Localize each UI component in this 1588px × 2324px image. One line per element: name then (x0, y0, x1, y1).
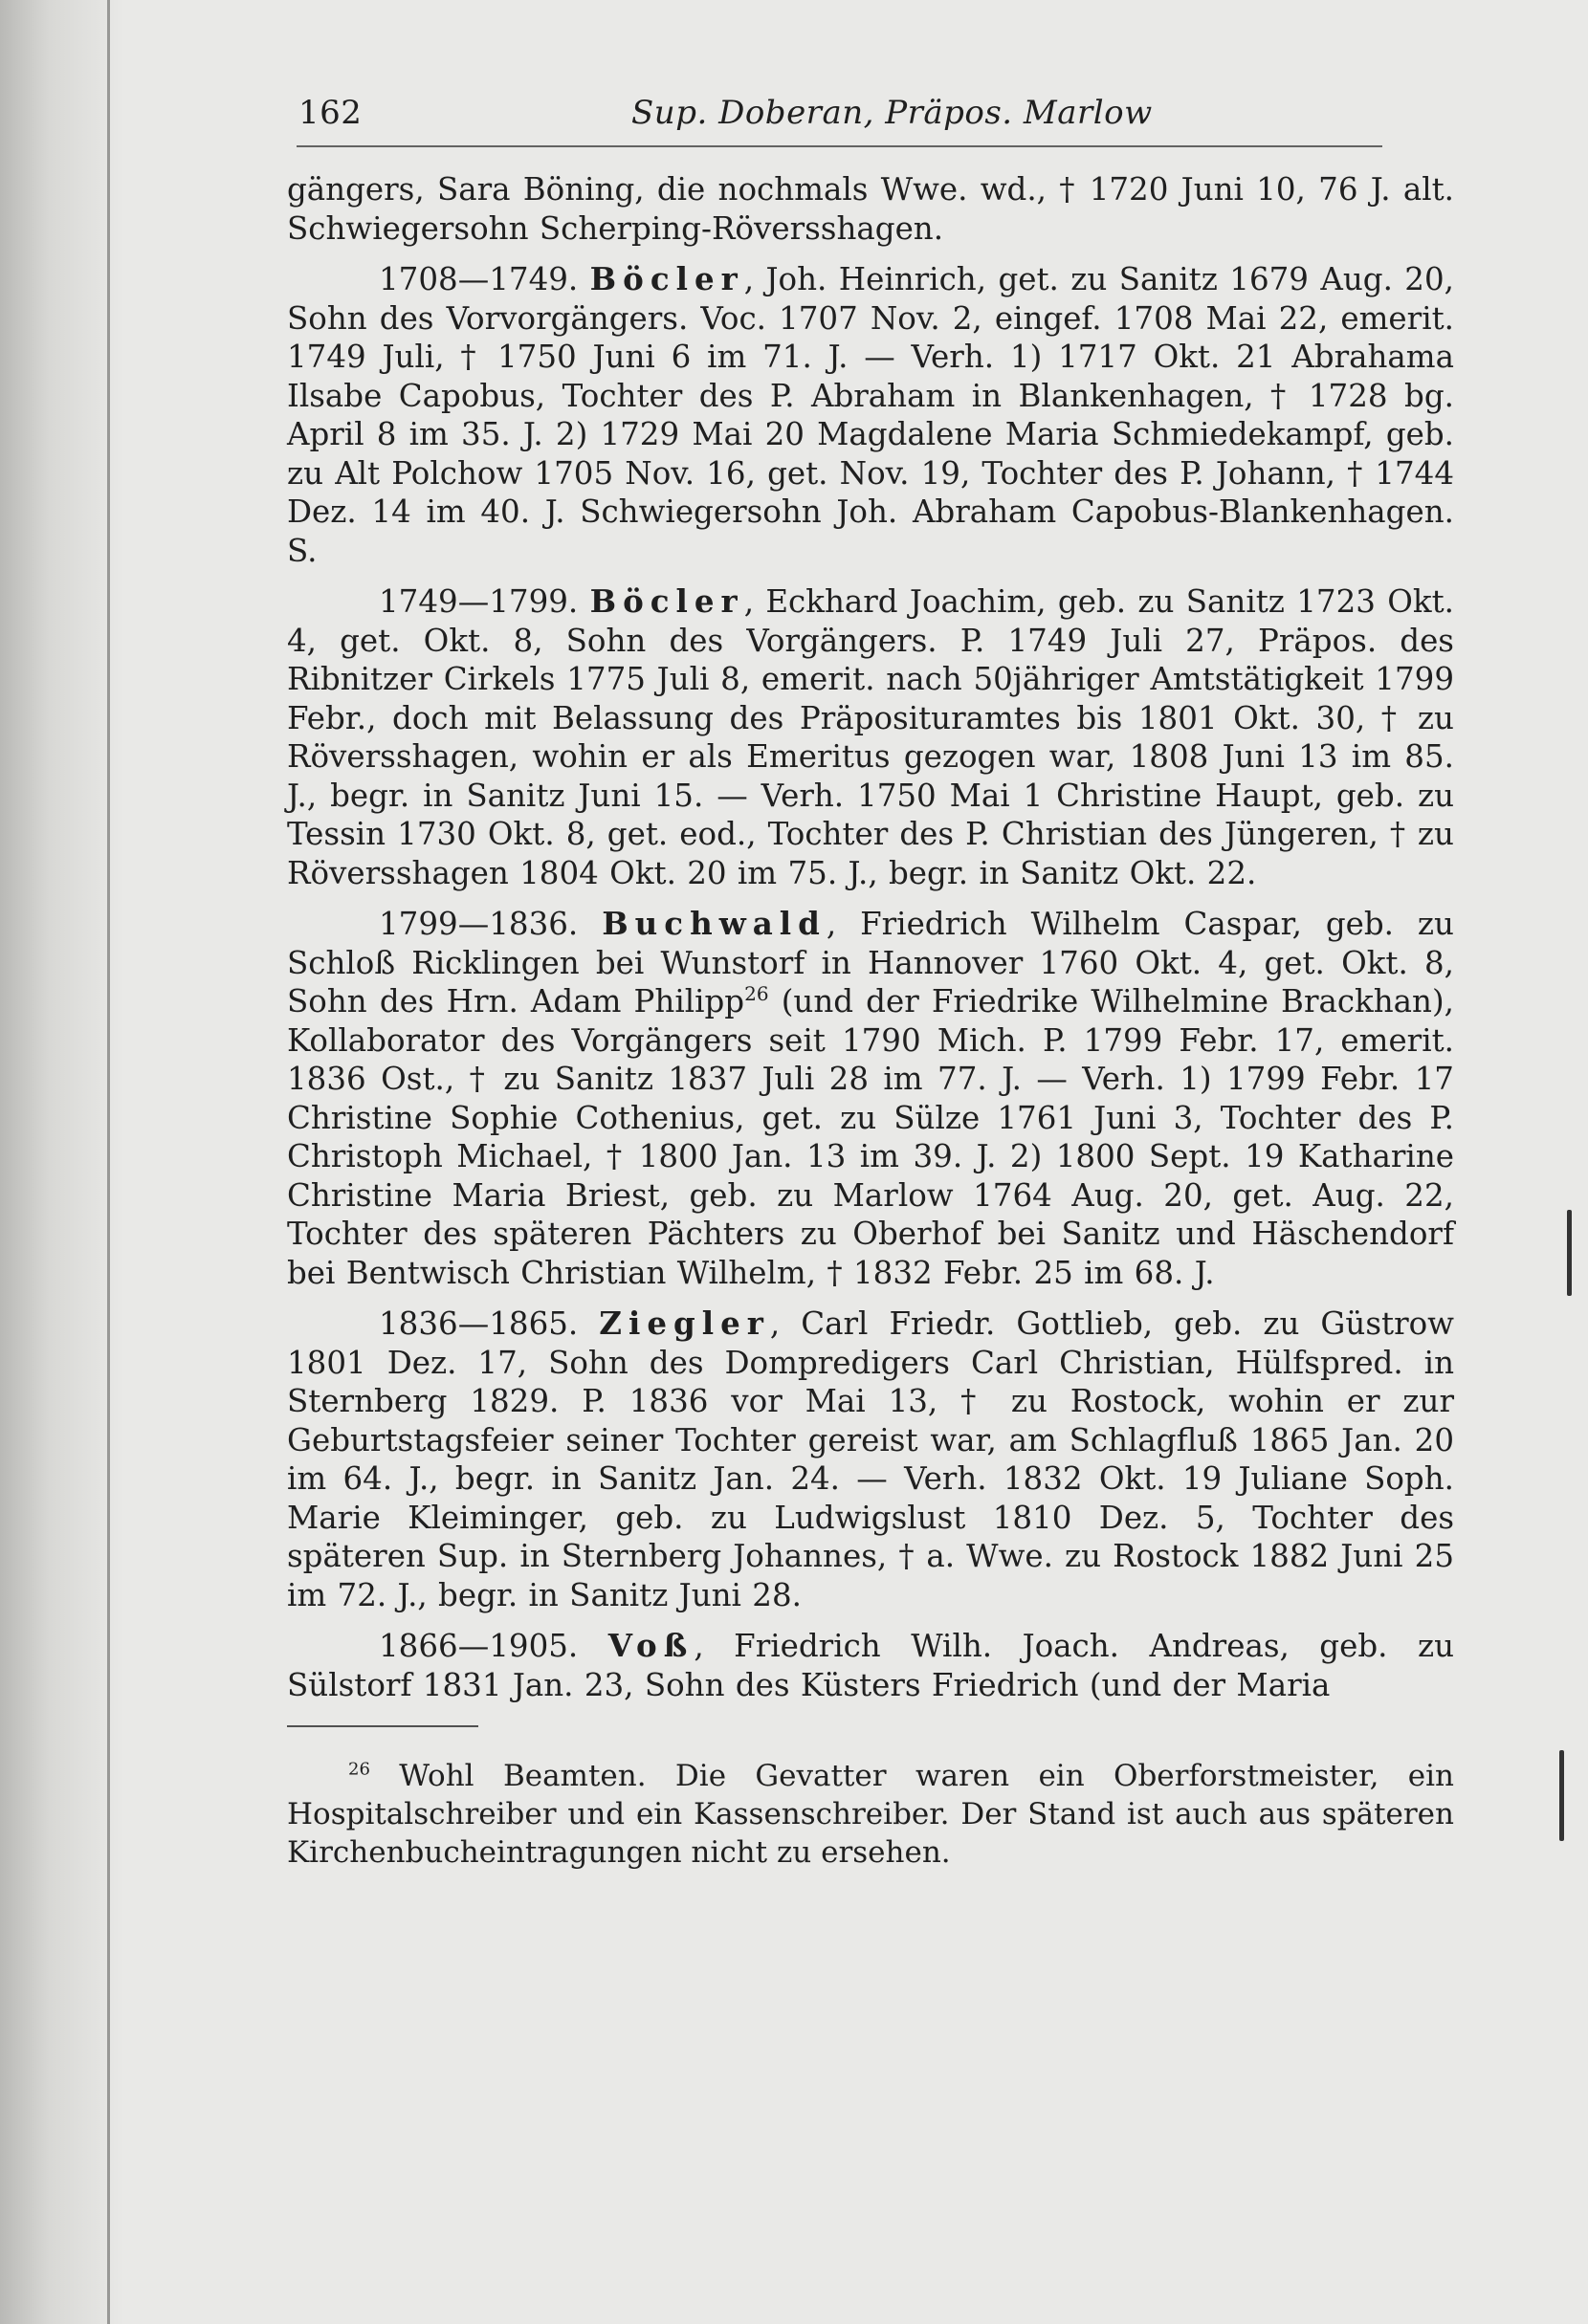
entry-text: , Joh. Heinrich, get. zu Sanitz 1679 Aug. 20, Sohn des Vorvorgängers. Voc. 1707 Nov. 2, eingef. 1708 Mai 22, emerit. 1749 Juli, † 1750 Juni 6 im 71. J. — Verh. 1) 1717 Okt. 21 Abrahama Ilsabe Capobus, Tochter des P. Abraham in Blankenhagen, † 1728 bg. April 8 im 35. J. 2) 1729 Mai 20 Magdalene Maria Schmiedekampf, geb. zu Alt Polchow 1705 Nov. 16, get. Nov. 19, Tochter des P. Johann, † 1744 Dez. 14 im 40. J. Schwiegersohn Joh. Abraham Capobus-Blankenhagen. S. (287, 261, 1454, 569)
footnote-reference: 26 (744, 982, 769, 1006)
entry-buchwald (287, 905, 1454, 1292)
entry-boecler-joh-heinrich (287, 260, 1454, 570)
binding-gutter-shadow (0, 0, 124, 2324)
entry-ziegler (287, 1305, 1454, 1614)
footnote-text: Wohl Beamten. Die Gevatter waren ein Oberforstmeister, ein Hospitalschreiber und ein Kassenschreiber. Der Stand ist auch aus späteren Kirchenbucheintragungen nicht zu ersehen. (287, 1759, 1455, 1870)
entry-voss (287, 1627, 1454, 1704)
running-head: Sup. Doberan, Präpos. Marlow (631, 94, 1153, 132)
entry-name: Ziegler (599, 1305, 770, 1342)
entry-name: Böcler (589, 582, 744, 620)
entry-text: , Friedrich Wilh. Joach. Andreas, geb. zu Sülstorf 1831 Jan. 23, Sohn des Küsters Friedrich (und der Maria (287, 1628, 1454, 1703)
page-header (287, 84, 1454, 143)
entry-boecler-eckhard-joachim (287, 582, 1454, 892)
scan-edge-mark (1559, 1750, 1564, 1841)
entry-text: , Carl Friedr. Gottlieb, geb. zu Güstrow 1801 Dez. 17, Sohn des Dompredigers Carl Christian, Hülfspred. in Sternberg 1829. P. 1836 vor Mai 13, † zu Rostock, wohin er zur Geburtstagsfeier seiner Tochter gereist war, am Schlagfluß 1865 Jan. 20 im 64. J., begr. in Sanitz Jan. 24. — Verh. 1832 Okt. 19 Juliane Soph. Marie Kleiminger, geb. zu Ludwigslust 1810 Dez. 5, Tochter des späteren Sup. in Sternberg Johannes, † a. Wwe. zu Rostock 1882 Juni 25 im 72. J., begr. in Sanitz Juni 28. (287, 1305, 1454, 1613)
book-page (287, 84, 1454, 1901)
entry-text-before-footnote: , Friedrich Wilhelm Caspar, geb. zu Schloß Ricklingen bei Wunstorf in Hannover 1760 Okt. 4, get. Okt. 8, Sohn des Hrn. Adam Philipp (287, 906, 1454, 1019)
footnote-rule (287, 1725, 478, 1727)
entry-years: 1749—1799. (379, 583, 579, 620)
entry-name: Buchwald (602, 905, 827, 942)
binding-edge-line (107, 0, 110, 2324)
entry-years: 1708—1749. (379, 261, 579, 297)
entry-years: 1799—1836. (379, 906, 579, 942)
header-rule (297, 145, 1382, 147)
entry-name: Böcler (589, 260, 744, 297)
scan-edge-mark (1567, 1210, 1572, 1296)
page-number: 162 (298, 94, 363, 132)
entry-text: gängers, Sara Böning, die nochmals Wwe. wd., † 1720 Juni 10, 76 J. alt. Schwiegersohn Scherping-Röversshagen. (287, 171, 1454, 247)
entry-years: 1836—1865. (379, 1305, 579, 1342)
page-body (287, 170, 1454, 1872)
entry-years: 1866—1905. (379, 1628, 579, 1664)
entry-name: Voß (607, 1627, 695, 1664)
entry-continuation (287, 170, 1454, 248)
entry-text: (und der Friedrike Wilhelmine Brackhan), Kollaborator des Vorgängers seit 1790 Mich. P. 1799 Febr. 17, emerit. 1836 Ost., † zu Sanitz 1837 Juli 28 im 77. J. — Verh. 1) 1799 Febr. 17 Christine Sophie Cothenius, get. zu Sülze 1761 Juni 3, Tochter des P. Christoph Michael, † 1800 Jan. 13 im 39. J. 2) 1800 Sept. 19 Katharine Christine Maria Briest, geb. zu Marlow 1764 Aug. 20, get. Aug. 22, Tochter des späteren Pächters zu Oberhof bei Sanitz und Häschendorf bei Bentwisch Christian Wilhelm, † 1832 Febr. 25 im 68. J. (287, 983, 1455, 1291)
entry-text: , Eckhard Joachim, geb. zu Sanitz 1723 Okt. 4, get. Okt. 8, Sohn des Vorgängers. P. 1749 Juli 27, Präpos. des Ribnitzer Cirkels 1775 Juli 8, emerit. nach 50jähriger Amtstätigkeit 1799 Febr., doch mit Belassung des Präposituramtes bis 1801 Okt. 30, † zu Röversshagen, wohin er als Emeritus gezogen war, 1808 Juni 13 im 85. J., begr. in Sanitz Juni 15. — Verh. 1750 Mai 1 Christine Haupt, geb. zu Tessin 1730 Okt. 8, get. eod., Tochter des P. Christian des Jüngeren, † zu Röversshagen 1804 Okt. 20 im 75. J., begr. in Sanitz Okt. 22. (287, 583, 1454, 891)
footnote (287, 1757, 1454, 1872)
footnote-marker: 26 (348, 1759, 370, 1780)
